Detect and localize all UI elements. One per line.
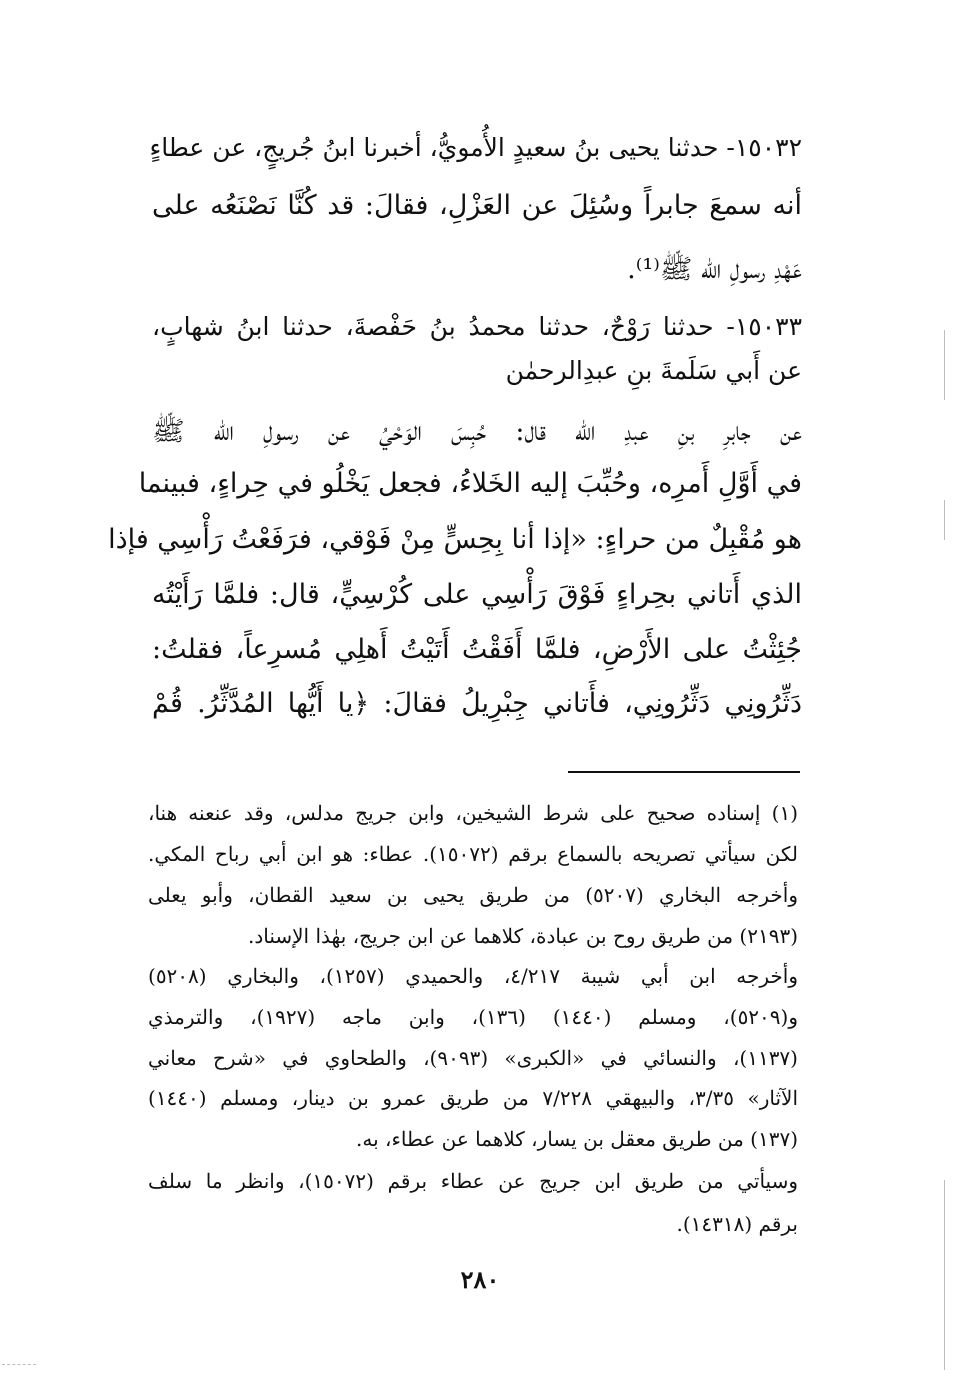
footnote-line-2: لكن سيأتي تصريحه بالسماع برقم (١٥٠٧٢). عطاء: هو ابن أبي رباح المكي. bbox=[148, 842, 798, 866]
hadith-15033-line-5: هو مُقْبِلٌ من حراءٍ: «إذا أنا بِحِسٍّ مِنْ فَوْقي، فرَفَعْتُ رَأْسِي فإذا bbox=[108, 524, 802, 555]
footnote-line-10: وسيأتي من طريق ابن جريج عن عطاء برقم (١٥٠٧٢)، وانظر ما سلف bbox=[148, 1169, 798, 1193]
footnote-line-11: برقم (١٤٣١٨). bbox=[676, 1212, 798, 1236]
hadith-15033-line-1: ١٥٠٣٣- حدثنا رَوْحٌ، حدثنا محمدُ بنُ حَفْصةَ، حدثنا ابنُ شهابٍ، bbox=[152, 312, 802, 341]
scan-edge-mark bbox=[944, 500, 945, 540]
footnote-divider bbox=[568, 771, 800, 773]
hadith-15033-line-6: الذي أَتاني بحِراءٍ فَوْقَ رَأْسِي على كُرْسِيٍّ، قال: فلمَّا رَأَيْتُه bbox=[152, 579, 802, 610]
footnote-line-6: و(٥٢٠٩)، ومسلم (١٤٤٠) (١٣٦)، وابن ماجه (١٩٢٧)، والترمذي bbox=[148, 1005, 798, 1029]
hadith-15032-line-2: أنه سمعَ جابراً وسُئِلَ عن العَزْلِ، فقالَ: قد كُنَّا نَصْنَعُه على bbox=[152, 190, 802, 221]
footnote-line-8: الآثار» ٣/٣٥، والبيهقي ٧/٢٢٨ من طريق عمرو بن دينار، ومسلم (١٤٤٠) bbox=[148, 1086, 799, 1110]
footnote-line-3: وأخرجه البخاري (٥٢٠٧) من طريق يحيى بن سعيد القطان، وأبو يعلى bbox=[148, 883, 798, 907]
scan-corner-mark bbox=[2, 1364, 36, 1365]
footnote-line-7: (١١٣٧)، والنسائي في «الكبرى» (٩٠٩٣)، والطحاوي في «شرح معاني bbox=[148, 1046, 798, 1070]
footnote-line-1: (١) إسناده صحيح على شرط الشيخين، وابن جريج مدلس، وقد عنعنه هنا، bbox=[148, 801, 798, 825]
hadith-15033-line-2: عن أَبي سَلَمةَ بنِ عبدِالرحمٰن bbox=[505, 356, 802, 385]
hadith-15032-line-3: عَهْدِ رسولِ الله ﷺ⁽¹⁾. bbox=[627, 254, 802, 285]
hadith-15033-line-8: دَثِّرُونِي دَثِّرُونِي، فأَتاني جِبْرِيلُ فقالَ: ﴿يا أَيُّها المُدَّثِّرُ. قُمْ bbox=[152, 688, 802, 719]
footnote-line-5: وأخرجه ابن أبي شيبة ٤/٢١٧، والحميدي (١٢٥٧)، والبخاري (٥٢٠٨) bbox=[148, 964, 798, 988]
hadith-15033-line-4: في أَوَّلِ أَمرِه، وحُبِّبَ إليه الخَلاءُ، فجعل يَخْلُو في حِراءٍ، فبينما bbox=[138, 468, 802, 499]
page-number: ٢٨٠ bbox=[460, 1265, 500, 1294]
hadith-15032-line-1: ١٥٠٣٢- حدثنا يحيى بنُ سعيدٍ الأُمويُّ، أخبرنا ابنُ جُريجٍ، عن عطاءٍ bbox=[149, 133, 802, 162]
footnote-line-9: (١٣٧) من طريق معقل بن يسار، كلاهما عن عطاء، به. bbox=[356, 1127, 798, 1151]
scan-edge-mark bbox=[944, 1180, 945, 1370]
hadith-15033-line-3: عن جابرِ بنِ عبدِ الله قال: حُبِسَ الوَحْيُ عن رسولِ الله ﷺ bbox=[152, 416, 802, 447]
footnote-line-4: (٢١٩٣) من طريق روح بن عبادة، كلاهما عن ابن جريج، بهٰذا الإسناد. bbox=[247, 924, 798, 948]
scan-edge-mark bbox=[944, 330, 945, 400]
hadith-15033-line-7: جُئِثْتُ على الأَرْضِ، فلمَّا أَفَقْتُ أَتَيْتُ أَهلِي مُسرِعاً، فقلتُ: bbox=[152, 634, 802, 665]
